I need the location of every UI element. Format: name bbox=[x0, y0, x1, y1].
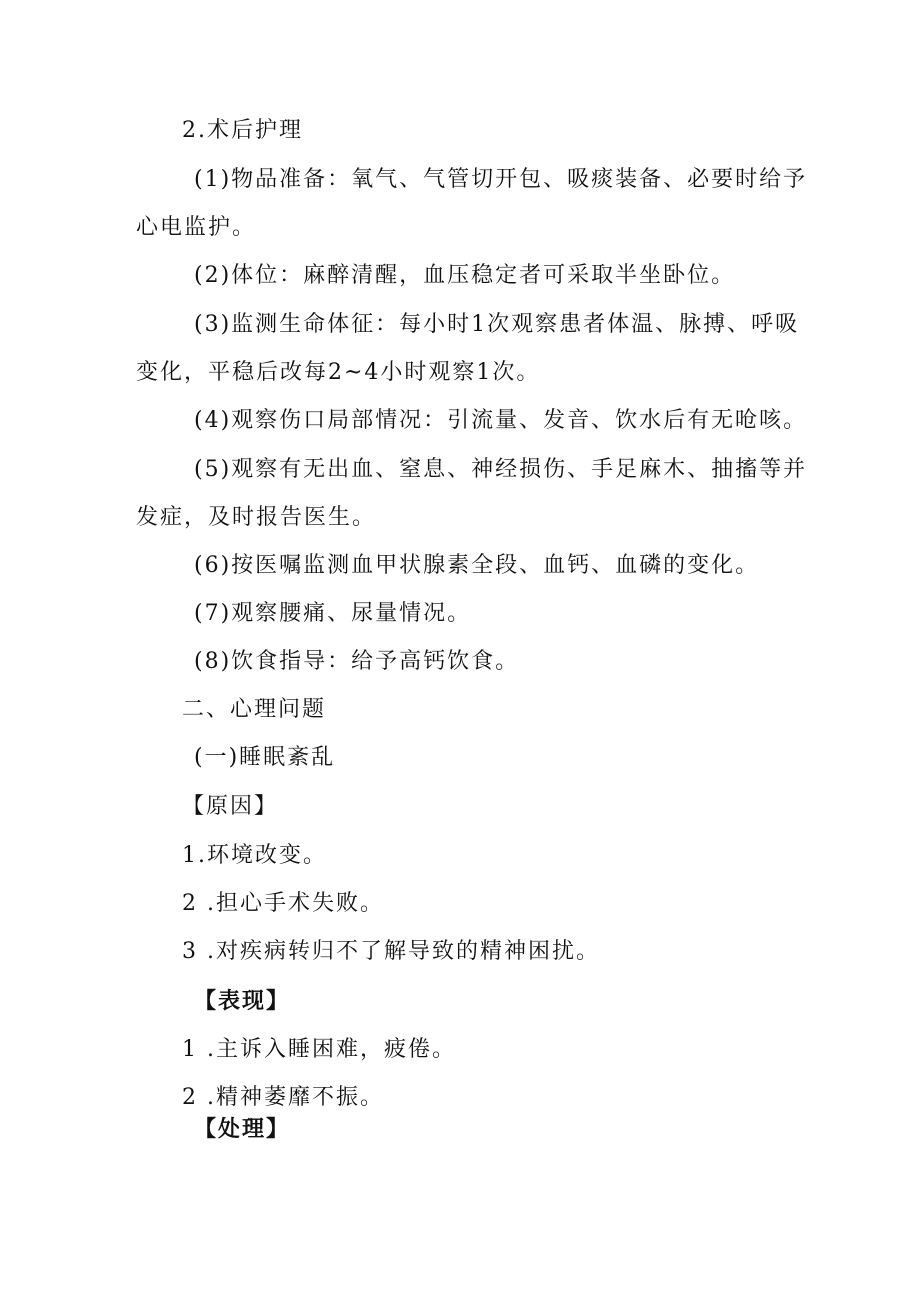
list-item: 1.环境改变。 bbox=[182, 843, 327, 868]
paragraph-line: (6)按医嘱监测血甲状腺素全段、血钙、血磷的变化。 bbox=[194, 553, 760, 578]
paragraph-line: (7)观察腰痛、尿量情况。 bbox=[194, 601, 472, 626]
list-item: 3 .对疾病转归不了解导致的精神困扰。 bbox=[182, 939, 600, 964]
list-item: 2 .精神萎靡不振。 bbox=[182, 1085, 384, 1110]
paragraph-line: 变化，平稳后改每2~4小时观察1次。 bbox=[136, 360, 541, 385]
label-cause: 【原因】 bbox=[182, 794, 279, 819]
label-treatment: 【处理】 bbox=[194, 1116, 291, 1142]
list-item: 2 .担心手术失败。 bbox=[182, 891, 384, 916]
label-manifestation: 【表现】 bbox=[194, 988, 291, 1014]
section-heading-psych-issues: 二、心理问题 bbox=[182, 697, 327, 722]
paragraph-line: 心电监护。 bbox=[136, 215, 257, 240]
paragraph-line: (4)观察伤口局部情况：引流量、发音、饮水后有无呛咳。 bbox=[194, 408, 808, 433]
paragraph-line: (1)物品准备：氧气、气管切开包、吸痰装备、必要时给予 bbox=[194, 167, 808, 192]
paragraph-line: (3)监测生命体征：每小时1次观察患者体温、脉搏、呼吸 bbox=[194, 312, 800, 337]
paragraph-line: (5)观察有无出血、窒息、神经损伤、手足麻木、抽搐等并 bbox=[194, 457, 808, 482]
paragraph-line: 发症，及时报告医生。 bbox=[136, 505, 377, 530]
subsection-heading-sleep: (一)睡眠紊乱 bbox=[194, 745, 336, 770]
paragraph-line: (2)体位：麻醉清醒，血压稳定者可采取半坐卧位。 bbox=[194, 263, 736, 288]
section-heading-postop-care: 2.术后护理 bbox=[182, 118, 303, 143]
paragraph-line: (8)饮食指导：给予高钙饮食。 bbox=[194, 649, 520, 674]
list-item: 1 .主诉入睡困难，疲倦。 bbox=[182, 1037, 456, 1062]
